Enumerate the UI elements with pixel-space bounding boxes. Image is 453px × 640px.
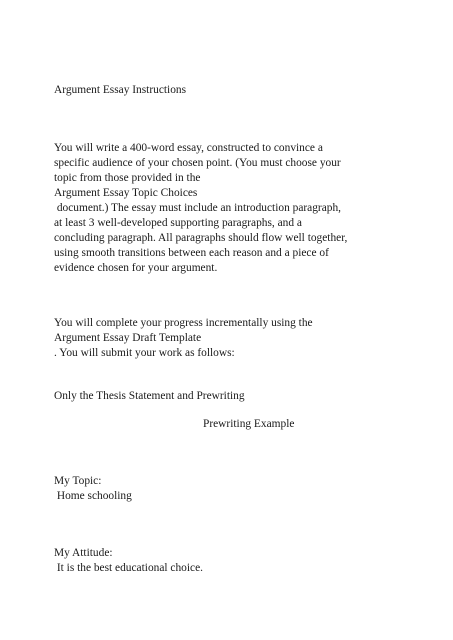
step-heading: Only the Thesis Statement and Prewriting xyxy=(54,390,245,402)
attitude-value: It is the best educational choice. xyxy=(54,562,203,574)
paragraph-line: specific audience of your chosen point. (You must choose your xyxy=(54,157,341,169)
paragraph-line: You will complete your progress incrementally using the xyxy=(54,317,313,329)
paragraph-line: Argument Essay Topic Choices xyxy=(54,187,198,199)
paragraph-line: You will write a 400-word essay, constructed to convince a xyxy=(54,142,323,154)
paragraph-line: Argument Essay Draft Template xyxy=(54,332,202,344)
paragraph-line: . You will submit your work as follows: xyxy=(54,347,235,359)
paragraph-line: document.) The essay must include an introduction paragraph, xyxy=(54,202,342,214)
paragraph-line: evidence chosen for your argument. xyxy=(54,262,218,274)
topic-value: Home schooling xyxy=(54,490,132,502)
paragraph-line: concluding paragraph. All paragraphs should flow well together, xyxy=(54,232,348,244)
document-title: Argument Essay Instructions xyxy=(54,84,187,96)
topic-label: My Topic: xyxy=(54,475,102,487)
paragraph-line: at least 3 well-developed supporting paragraphs, and a xyxy=(54,217,302,229)
attitude-label: My Attitude: xyxy=(54,547,113,559)
example-heading: Prewriting Example xyxy=(203,418,295,430)
paragraph-line: using smooth transitions between each reason and a piece of xyxy=(54,247,329,259)
paragraph-line: topic from those provided in the xyxy=(54,172,201,184)
